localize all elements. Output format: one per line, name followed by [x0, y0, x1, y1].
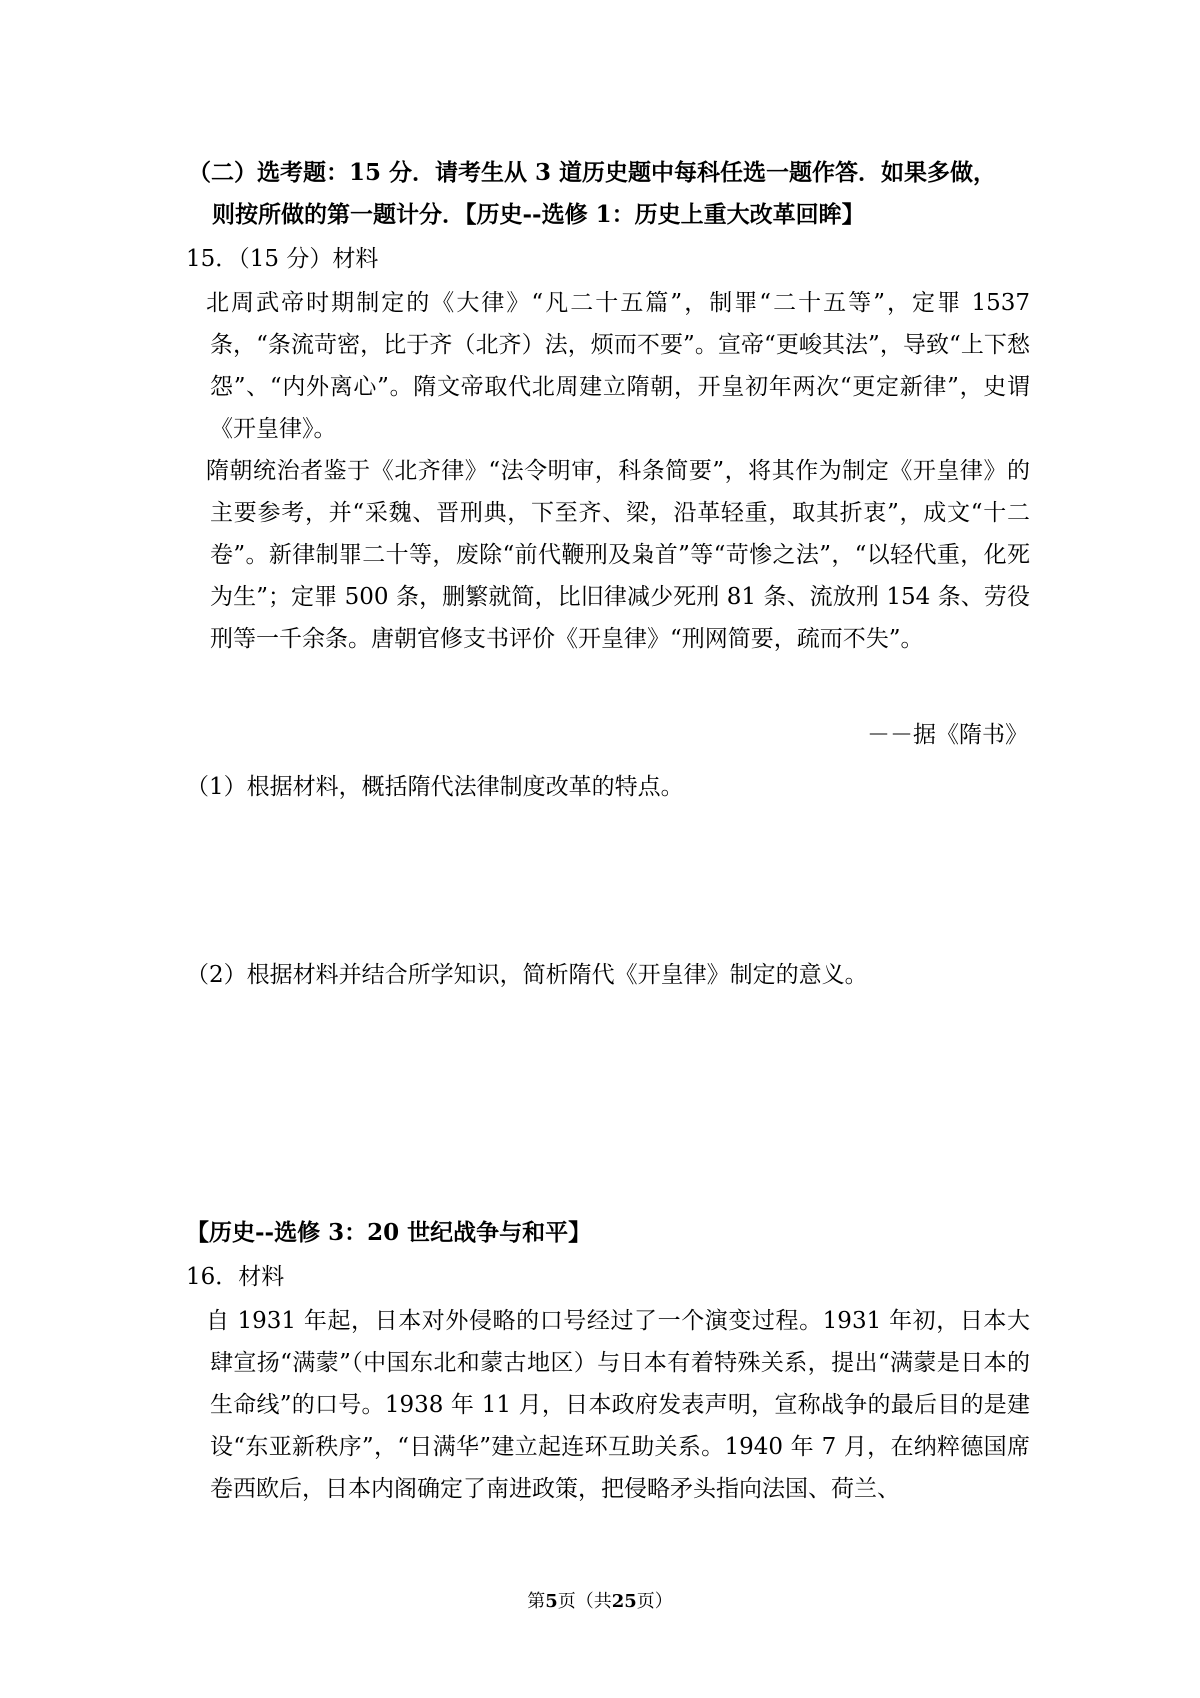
page-number: 5 [545, 1591, 558, 1612]
footer-middle: 页（共 [557, 1591, 612, 1612]
page-footer [0, 1590, 1200, 1614]
section-header-line1: （二）选考题：15 分．请考生从 3 道历史题中每科任选一题作答．如果多做， [188, 159, 997, 186]
question-15-material-2 [206, 450, 1030, 660]
question-15-material-1 [206, 282, 1030, 450]
material-source: －－据《隋书》 [867, 722, 1028, 748]
material-paragraph: 隋朝统治者鉴于《北齐律》“法令明审，科条简要”，将其作为制定《开皇律》的主要参考，并“采魏、晋刑典，下至齐、梁，沿革轻重，取其折衷”，成文“十二卷”。新律制罪二十等，废除“前代鞭刑及枭首”等“苛惨之法”，“以轻代重，化死为生”；定罪 500 条，删繁就简，比旧律减少死刑 81 条、流放刑 154 条、劳役刑等一千余条。唐朝官修支书评价《开皇律》“刑网简要，疏而不失”。 [206, 458, 1030, 652]
question-15-sub-2: （2）根据材料并结合所学知识，简析隋代《开皇律》制定的意义。 [186, 962, 868, 988]
question-15-title: 15．（15 分）材料 [186, 246, 379, 272]
material-paragraph: 自 1931 年起，日本对外侵略的口号经过了一个演变过程。1931 年初，日本大肆宣扬“满蒙”（中国东北和蒙古地区）与日本有着特殊关系，提出“满蒙是日本的生命线”的口号。1938 年 11 月，日本政府发表声明，宣称战争的最后目的是建设“东亚新秩序”，“日满华”建立起连环互助关系。1940 年 7 月，在纳粹德国席卷西欧后，日本内阁确定了南进政策，把侵略矛头指向法国、荷兰、 [206, 1308, 1030, 1502]
section-header-line2: 则按所做的第一题计分．【历史--选修 1：历史上重大改革回眸】 [212, 201, 865, 228]
question-15-sub-1: （1）根据材料，概括隋代法律制度改革的特点。 [186, 774, 684, 800]
page-total: 25 [611, 1591, 637, 1612]
section2-header: 【历史--选修 3：20 世纪战争与和平】 [186, 1219, 592, 1246]
footer-prefix: 第 [527, 1591, 546, 1612]
question-16-material [206, 1300, 1030, 1510]
material-paragraph: 北周武帝时期制定的《大律》“凡二十五篇”，制罪“二十五等”，定罪 1537 条，“条流苛密，比于齐（北齐）法，烦而不要”。宣帝“更峻其法”，导致“上下愁怨”、“内外离心”。隋文帝取代北周建立隋朝，开皇初年两次“更定新律”，史谓《开皇律》。 [206, 290, 1030, 442]
question-16-title: 16．材料 [186, 1264, 285, 1290]
footer-suffix: 页） [636, 1591, 673, 1612]
